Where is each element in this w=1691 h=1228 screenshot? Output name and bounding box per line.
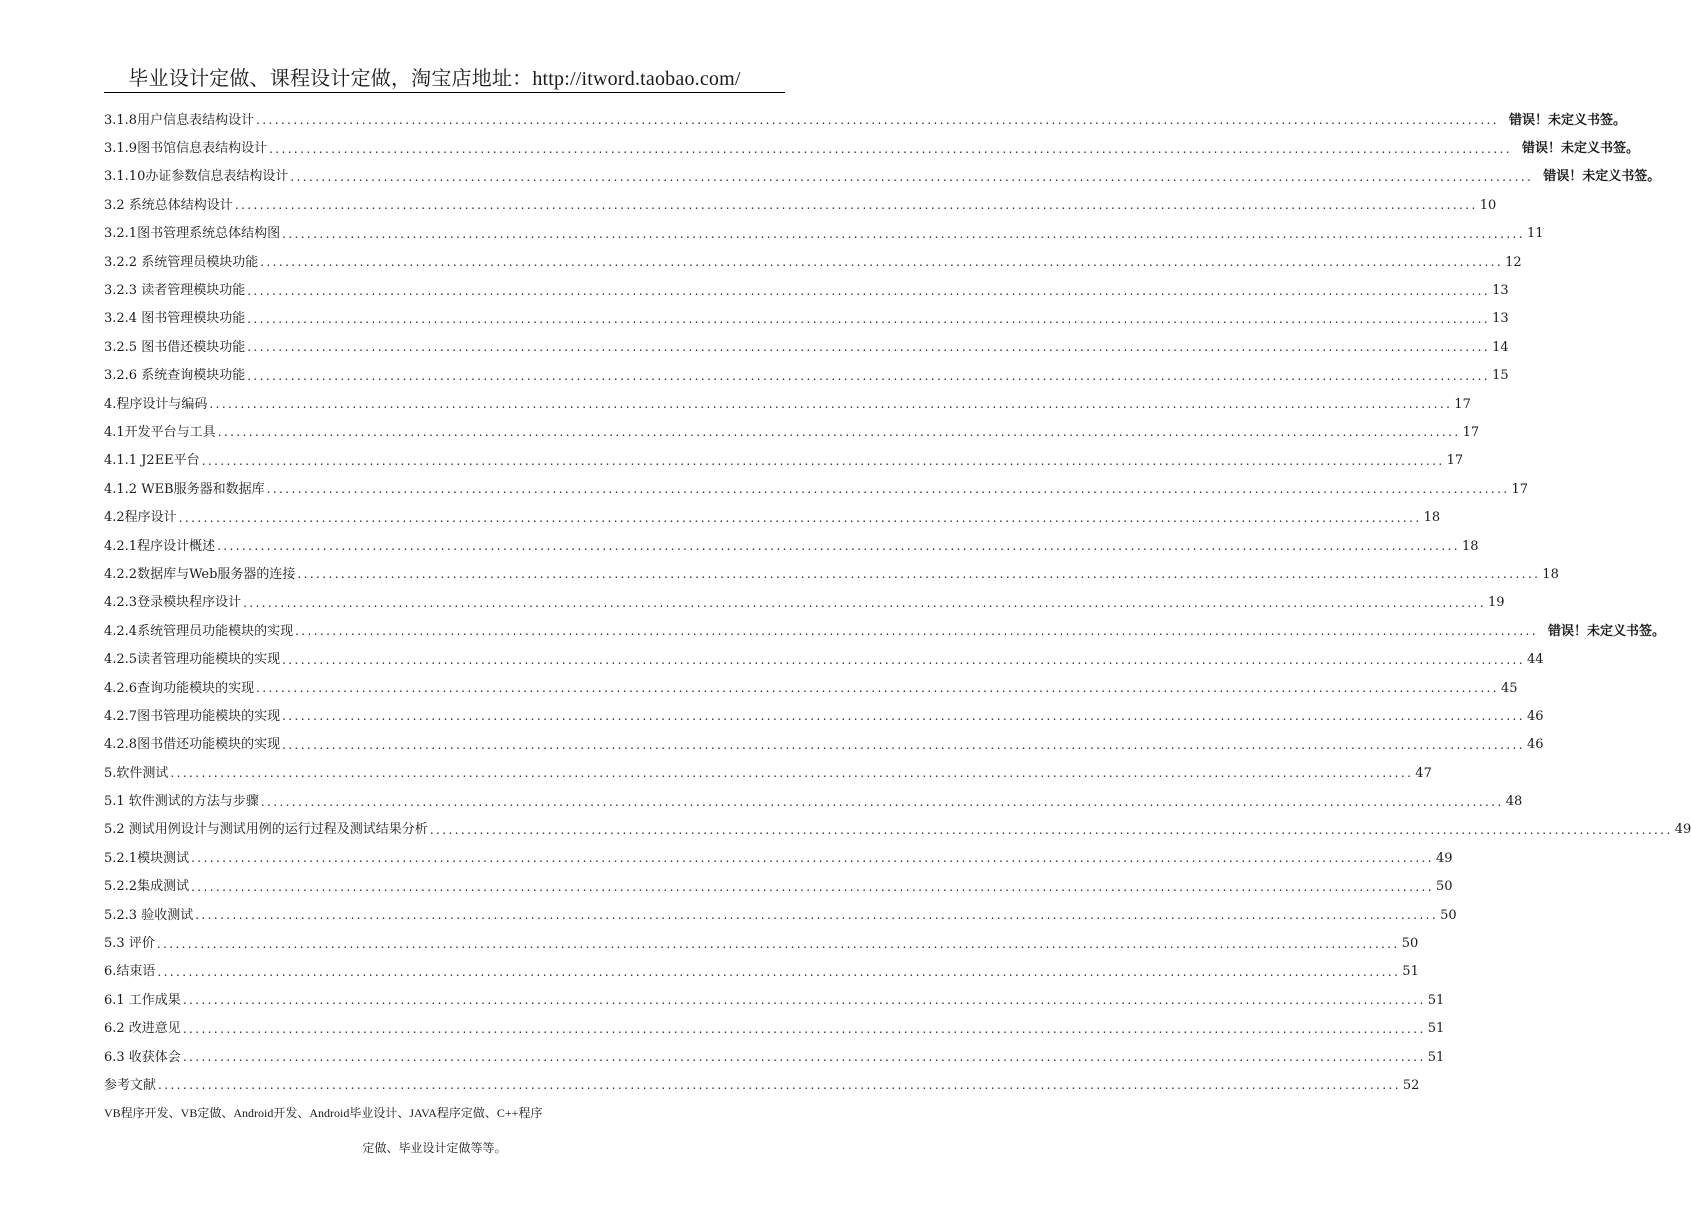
toc-dot-leader: ........................................................................................................................................................................................................	[182, 1021, 1426, 1036]
toc-entry-page: 45	[1500, 680, 1518, 696]
toc-dot-leader: ........................................................................................................................................................................................................	[243, 595, 1486, 610]
toc-entry-page: 15	[1492, 368, 1509, 384]
toc-entry[interactable]	[104, 390, 1471, 418]
toc-entry-label: 4.2.3登录模块程序设计	[104, 595, 242, 611]
toc-dot-leader: ........................................................................................................................................................................................................	[269, 141, 1512, 156]
toc-entry-page: 11	[1526, 226, 1544, 242]
toc-entry-page: 52	[1402, 1077, 1420, 1093]
footer-line-1: VB程序开发、VB定做、Android开发、Android毕业设计、JAVA程序定做、C++程序	[104, 1106, 543, 1120]
toc-entry-page: 14	[1492, 339, 1509, 355]
toc-dot-leader: ........................................................................................................................................................................................................	[297, 567, 1541, 582]
toc-dot-leader: ........................................................................................................................................................................................................	[260, 794, 1504, 809]
toc-dot-leader: ........................................................................................................................................................................................................	[247, 311, 1491, 326]
toc-entry-label: 3.2.1图书管理系统总体结构图	[104, 226, 281, 242]
toc-entry[interactable]	[104, 333, 1509, 361]
toc-entry-page: 19	[1487, 595, 1505, 611]
toc-dot-leader: ........................................................................................................................................................................................................	[178, 510, 1422, 525]
toc-entry-label: 4.1.2 WEB服务器和数据库	[104, 481, 265, 497]
toc-dot-leader: ........................................................................................................................................................................................................	[182, 1050, 1426, 1065]
toc-entry[interactable]	[104, 532, 1479, 560]
toc-entry-page: 17	[1454, 396, 1471, 412]
toc-entry[interactable]	[104, 731, 1544, 759]
toc-dot-leader: ........................................................................................................................................................................................................	[256, 113, 1499, 128]
toc-entry[interactable]	[104, 475, 1529, 503]
toc-entry-label: 5.2.1模块测试	[104, 850, 190, 866]
toc-entry[interactable]	[104, 248, 1522, 276]
toc-entry-label: 5.2.3 验收测试	[104, 907, 194, 923]
toc-entry-label: 4.2.7图书管理功能模块的实现	[104, 708, 281, 724]
toc-entry[interactable]	[104, 503, 1441, 531]
toc-entry-label: 参考文献	[104, 1077, 157, 1093]
toc-entry[interactable]	[104, 787, 1523, 815]
toc-entry-label: 4.2.5读者管理功能模块的实现	[104, 652, 281, 668]
table-of-contents	[104, 106, 1691, 1100]
toc-entry-page: 51	[1402, 964, 1419, 980]
toc-entry-label: 4.1开发平台与工具	[104, 424, 216, 440]
toc-entry-label: 3.2.4 图书管理模块功能	[104, 311, 246, 327]
toc-entry-page: 12	[1505, 254, 1522, 270]
toc-entry-page: 49	[1674, 822, 1691, 838]
toc-entry[interactable]	[104, 220, 1544, 248]
toc-entry-label: 4.1.1 J2EE平台	[104, 453, 200, 469]
toc-entry-label: 5.2 测试用例设计与测试用例的运行过程及测试结果分析	[104, 822, 428, 838]
toc-dot-leader: ........................................................................................................................................................................................................	[191, 879, 1434, 894]
toc-entry-page: 13	[1492, 283, 1509, 299]
toc-dot-leader: ........................................................................................................................................................................................................	[256, 681, 1499, 695]
toc-dot-leader: ........................................................................................................................................................................................................	[195, 908, 1439, 923]
toc-dot-leader: ........................................................................................................................................................................................................	[290, 169, 1534, 184]
toc-entry[interactable]	[104, 929, 1419, 957]
toc-dot-leader: ........................................................................................................................................................................................................	[158, 1078, 1401, 1093]
toc-dot-leader: ........................................................................................................................................................................................................	[282, 226, 1525, 241]
toc-entry-label: 3.2 系统总体结构设计	[104, 197, 233, 213]
toc-entry-error: 错误！未定义书签。	[1543, 169, 1661, 185]
toc-entry-page: 10	[1479, 197, 1497, 213]
toc-entry[interactable]	[104, 958, 1419, 986]
toc-dot-leader: ........................................................................................................................................................................................................	[247, 340, 1491, 355]
toc-dot-leader: ........................................................................................................................................................................................................	[247, 368, 1491, 383]
toc-entry-page: 44	[1526, 652, 1544, 668]
toc-entry-label: 4.程序设计与编码	[104, 396, 208, 412]
toc-dot-leader: ........................................................................................................................................................................................................	[247, 283, 1491, 298]
page-header: 毕业设计定做、课程设计定做，淘宝店地址：http://itword.taobao.com/	[128, 68, 741, 90]
toc-entry-page: 18	[1542, 566, 1559, 582]
toc-entry[interactable]	[104, 674, 1518, 702]
toc-dot-leader: ........................................................................................................................................................................................................	[217, 425, 1461, 440]
toc-entry[interactable]	[104, 645, 1544, 673]
header-divider	[104, 92, 785, 93]
toc-entry-page: 47	[1415, 765, 1432, 781]
toc-entry-page: 51	[1427, 1049, 1445, 1065]
toc-entry[interactable]	[104, 163, 1661, 191]
toc-dot-leader: ........................................................................................................................................................................................................	[201, 453, 1445, 468]
toc-entry[interactable]	[104, 844, 1453, 872]
toc-dot-leader: ........................................................................................................................................................................................................	[157, 964, 1401, 979]
toc-entry-label: 5.1 软件测试的方法与步骤	[104, 794, 259, 810]
toc-entry-label: 3.1.9图书馆信息表结构设计	[104, 141, 268, 157]
toc-dot-leader: ........................................................................................................................................................................................................	[170, 766, 1414, 781]
toc-entry-label: 3.2.2 系统管理员模块功能	[104, 254, 259, 270]
toc-entry-error: 错误！未定义书签。	[1508, 112, 1626, 128]
toc-dot-leader: ........................................................................................................................................................................................................	[282, 652, 1525, 667]
toc-entry-label: 6.1 工作成果	[104, 992, 181, 1008]
toc-entry-page: 46	[1526, 737, 1544, 753]
toc-entry-page: 18	[1423, 510, 1441, 526]
toc-entry-label: 4.2程序设计	[104, 510, 177, 526]
toc-entry-label: 5.2.2集成测试	[104, 879, 190, 895]
toc-entry-page: 50	[1401, 936, 1419, 952]
toc-entry[interactable]	[104, 106, 1626, 134]
toc-entry-page: 49	[1435, 850, 1453, 866]
toc-entry[interactable]	[104, 362, 1509, 390]
toc-entry[interactable]	[104, 873, 1453, 901]
toc-entry-label: 4.2.2数据库与Web服务器的连接	[104, 566, 296, 582]
toc-entry-page: 17	[1511, 481, 1529, 497]
toc-entry-page: 50	[1435, 879, 1453, 895]
toc-entry-page: 48	[1505, 794, 1523, 810]
toc-entry-page: 51	[1427, 992, 1445, 1008]
toc-entry-label: 4.2.1程序设计概述	[104, 538, 216, 554]
toc-dot-leader: ........................................................................................................................................................................................................	[182, 993, 1426, 1008]
toc-entry[interactable]	[104, 589, 1505, 617]
toc-dot-leader: ........................................................................................................................................................................................................	[234, 198, 1478, 213]
toc-dot-leader: ........................................................................................................................................................................................................	[260, 255, 1504, 270]
toc-entry[interactable]	[104, 901, 1457, 929]
toc-entry-label: 4.2.6查询功能模块的实现	[104, 680, 255, 696]
toc-entry-page: 46	[1526, 708, 1544, 724]
toc-entry-label: 3.2.3 读者管理模块功能	[104, 283, 246, 299]
toc-dot-leader: ........................................................................................................................................................................................................	[429, 822, 1673, 837]
toc-entry[interactable]	[104, 816, 1691, 844]
toc-entry[interactable]	[104, 418, 1480, 446]
toc-entry-label: 5.软件测试	[104, 765, 169, 781]
toc-entry-label: 6.结束语	[104, 964, 156, 980]
toc-entry-page: 17	[1462, 424, 1480, 440]
toc-entry-label: 3.1.10办证参数信息表结构设计	[104, 169, 289, 185]
toc-entry-label: 3.2.6 系统查询模块功能	[104, 368, 246, 384]
toc-entry[interactable]	[104, 1071, 1420, 1099]
toc-entry-label: 3.2.5 图书借还模块功能	[104, 339, 246, 355]
toc-dot-leader: ........................................................................................................................................................................................................	[217, 539, 1460, 554]
toc-entry-error: 错误！未定义书签。	[1521, 141, 1639, 157]
toc-entry-page: 50	[1440, 907, 1457, 923]
toc-entry-error: 错误！未定义书签。	[1547, 623, 1665, 639]
toc-entry[interactable]	[104, 617, 1665, 645]
toc-entry-label: 6.2 改进意见	[104, 1021, 181, 1037]
toc-entry[interactable]	[104, 447, 1464, 475]
toc-entry-page: 17	[1446, 453, 1464, 469]
toc-entry[interactable]	[104, 276, 1509, 304]
toc-entry-page: 51	[1427, 1021, 1445, 1037]
toc-entry-label: 5.3 评价	[104, 936, 155, 952]
toc-entry[interactable]	[104, 305, 1509, 333]
toc-dot-leader: ........................................................................................................................................................................................................	[282, 709, 1525, 724]
toc-dot-leader: ........................................................................................................................................................................................................	[282, 737, 1525, 752]
toc-entry[interactable]	[104, 1043, 1445, 1071]
toc-entry-label: 6.3 收获体会	[104, 1049, 181, 1065]
toc-entry[interactable]	[104, 1015, 1445, 1043]
toc-dot-leader: ........................................................................................................................................................................................................	[266, 482, 1510, 497]
toc-entry[interactable]	[104, 560, 1559, 588]
toc-entry[interactable]	[104, 702, 1544, 730]
toc-entry-label: 4.2.4系统管理员功能模块的实现	[104, 623, 294, 639]
toc-dot-leader: ........................................................................................................................................................................................................	[209, 397, 1453, 412]
toc-entry[interactable]	[104, 134, 1639, 162]
toc-entry-label: 3.1.8用户信息表结构设计	[104, 112, 255, 128]
toc-entry[interactable]	[104, 759, 1432, 787]
toc-entry[interactable]	[104, 986, 1445, 1014]
footer-line-2: 定做、毕业设计定做等等。	[362, 1141, 507, 1155]
toc-dot-leader: ........................................................................................................................................................................................................	[156, 936, 1400, 951]
toc-entry-page: 18	[1461, 538, 1479, 554]
toc-dot-leader: ........................................................................................................................................................................................................	[191, 851, 1434, 866]
toc-dot-leader: ........................................................................................................................................................................................................	[295, 624, 1538, 639]
toc-entry-label: 4.2.8图书借还功能模块的实现	[104, 737, 281, 753]
toc-entry-page: 13	[1492, 311, 1509, 327]
toc-entry[interactable]	[104, 191, 1497, 219]
